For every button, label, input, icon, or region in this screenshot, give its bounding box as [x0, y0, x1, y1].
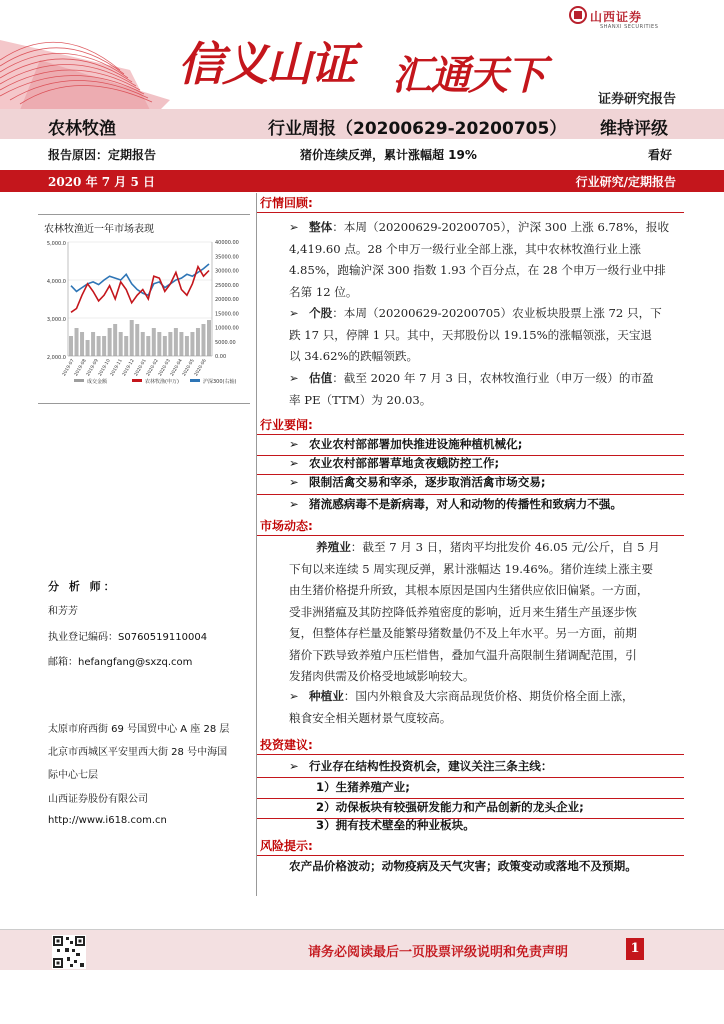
investment-main: ➢ 行业存在结构性投资机会，建议关注三条主线：: [289, 756, 684, 777]
analyst-email[interactable]: 邮箱：hefangfang@sxzq.com: [48, 657, 193, 668]
chart-volume-bar: [75, 328, 79, 356]
bullet-arrow-icon: ➢: [289, 475, 299, 489]
dynamics-planting: ➢ 种植业：国内外粮食及大宗商品现货价格、期货价格全面上涨， 粮食安全相关题材景气度较高。: [289, 686, 677, 729]
chart-right-tick-label: 20000.00: [215, 297, 239, 303]
chart-legend-swatch: [74, 379, 84, 382]
bullet-arrow-icon: ➢: [289, 306, 299, 320]
risk-text: 农产品价格波动；动物疫病及天气灾害；政策变动或落地不及预期。: [289, 859, 637, 873]
address-taiyuan: 太原市府西街 69 号国贸中心 A 座 28 层: [48, 724, 230, 735]
chart-volume-bar: [152, 328, 156, 356]
chart-x-tick-label: 2020-02: [145, 358, 160, 378]
chart-x-tick-label: 2019-08: [73, 358, 88, 378]
column-divider: [256, 193, 257, 896]
chart-left-tick-label: 3,000.0: [46, 317, 66, 323]
bullet-arrow-icon: ➢: [289, 371, 299, 385]
chart-x-tick-label: 2019-11: [109, 358, 124, 378]
chart-right-tick-label: 35000.00: [215, 254, 239, 261]
separator-line: [257, 212, 684, 213]
chart-volume-bar: [113, 324, 117, 356]
chart-volume-bar: [86, 340, 90, 356]
chart-left-tick-label: 2,000.0: [46, 355, 66, 361]
chart-volume-bar: [97, 336, 101, 356]
chart-right-tick-label: 15000.00: [215, 311, 239, 318]
outlook: 看好: [648, 148, 673, 162]
chart-volume-bar: [108, 328, 112, 356]
chart-volume-bar: [135, 324, 139, 356]
qr-code-icon: [52, 935, 86, 969]
chart-volume-bar: [91, 332, 95, 356]
disclaimer-text[interactable]: 请务必阅读最后一页股票评级说明和免责声明: [308, 945, 569, 960]
news-item: ➢ 农业农村部部署草地贪夜蛾防控工作;: [289, 453, 684, 474]
address-beijing-2: 际中心七层: [48, 770, 98, 781]
report-subtitle: 猪价连续反弹，累计涨幅超 19%: [300, 148, 477, 162]
chart-x-tick-label: 2020-05: [181, 358, 196, 378]
chart-x-tick-label: 2020-06: [193, 358, 208, 378]
chart-x-tick-label: 2019-12: [121, 358, 136, 378]
report-type: 证券研究报告: [597, 92, 676, 107]
chart-volume-bar: [163, 336, 167, 356]
chart-right-tick-label: 10000.00: [215, 325, 239, 332]
analyst-name: 和芳芳: [48, 606, 78, 617]
chart-volume-bar: [102, 336, 106, 356]
bullet-arrow-icon: ➢: [289, 220, 299, 234]
report-reason: 报告原因：定期报告: [48, 148, 157, 162]
chart-legend-swatch: [132, 379, 142, 382]
report-category: 行业研究/定期报告: [575, 175, 676, 189]
chart-volume-bar: [190, 332, 194, 356]
investment-line: 2）动保板块有较强研发能力和产品创新的龙头企业;: [316, 800, 584, 814]
report-date: 2020 年 7 月 5 日: [48, 175, 155, 189]
chart-right-tick-label: 40000.00: [215, 240, 239, 246]
chart-volume-bar: [157, 332, 161, 356]
rating: 维持评级: [600, 119, 668, 139]
logo-icon: [570, 7, 586, 23]
chart-legend-label: 成交金额: [87, 379, 108, 385]
slogan-part1: 信义山证: [178, 37, 354, 91]
chart-right-tick-label: 25000.00: [215, 282, 239, 289]
brand-name: 山西证券: [590, 10, 643, 24]
chart-x-tick-label: 2020-03: [157, 358, 172, 378]
bullet-arrow-icon: ➢: [289, 437, 299, 451]
chart-left-tick-label: 4,000.0: [46, 279, 66, 285]
company-name: 山西证券股份有限公司: [48, 794, 148, 805]
chart-volume-bar: [119, 332, 123, 356]
chart-volume-bar: [201, 324, 205, 356]
chart-volume-bar: [124, 336, 128, 356]
chart-title: 农林牧渔近一年市场表现: [44, 224, 154, 235]
analyst-license: 执业登记编码：S0760519110004: [48, 632, 208, 643]
sector-name: 农林牧渔: [48, 119, 116, 139]
news-item: ➢ 限制活禽交易和宰杀，逐步取消活禽市场交易;: [289, 472, 684, 493]
chart-right-tick-label: 30000.00: [215, 268, 239, 275]
chart-x-tick-label: 2019-07: [61, 358, 76, 378]
chart-volume-bar: [196, 328, 200, 356]
industry-news-heading: 行业要闻:: [260, 418, 313, 432]
chart-right-tick-label: 0.00: [215, 354, 227, 360]
chart-volume-bar: [185, 336, 189, 356]
chart-volume-bar: [179, 332, 183, 356]
news-item: ➢ 农业农村部部署加快推进设施种植机械化;: [289, 434, 684, 455]
page-number: 1: [626, 938, 644, 960]
market-dynamics-heading: 市场动态:: [260, 519, 313, 533]
chart-legend-swatch: [190, 379, 200, 382]
risk-heading: 风险提示:: [260, 839, 313, 853]
bullet-arrow-icon: ➢: [289, 689, 299, 703]
bullet-arrow-icon: ➢: [289, 759, 299, 773]
chart-legend-label: 沪深300(右轴): [203, 379, 237, 385]
chart-right-tick-label: 5000.00: [215, 339, 236, 346]
investment-heading: 投资建议:: [260, 738, 313, 752]
chart-volume-bar: [141, 332, 145, 356]
investment-line: 1）生猪养殖产业;: [316, 780, 410, 794]
review-item-valuation: ➢ 估值：截至 2020 年 7 月 3 日，农林牧渔行业（申万一级）的市盈 率 PE（TTM）为 20.03。: [289, 368, 677, 411]
chart-series-line: [71, 267, 209, 313]
bullet-arrow-icon: ➢: [289, 497, 299, 511]
chart-x-tick-label: 2020-04: [169, 358, 184, 378]
dynamics-breeding: 养殖业：截至 7 月 3 日，猪肉平均批发价 46.05 元/公斤，自 5 月 下旬以来连续 5 周实现反弹，累计涨幅达 19.46%。猪价连续上涨主要 由生猪价格提升所致，其根本原因是国内生猪供应依旧偏紧。一方面， 受非洲猪瘟及其防控降低养殖密度的影响，近月来生猪生产虽逐步恢 复，但整体存栏量及能繁母猪数量仍不及上年水平。另一方面，前期 猪价下跌导致养殖户压栏惜售，叠加气温升高限制生猪调配范围，引 发猪肉供需及价格受地域影响较大。: [289, 540, 660, 683]
weekly-title: 行业周报（20200629-20200705）: [268, 119, 567, 139]
chart-volume-bar: [80, 332, 84, 356]
chart-x-tick-label: 2020-01: [133, 358, 148, 378]
chart-volume-bar: [174, 328, 178, 356]
chart-volume-bar: [207, 320, 211, 356]
chart-volume-bar: [146, 336, 150, 356]
address-beijing-1: 北京市西城区平安里西大街 28 号中海国: [48, 747, 228, 758]
market-review-heading: 行情回顾:: [260, 196, 313, 210]
chart-x-tick-label: 2019-09: [85, 358, 100, 378]
separator-line: [257, 535, 684, 536]
chart-volume-bar: [130, 320, 134, 356]
chart-x-tick-label: 2019-10: [97, 358, 112, 378]
review-item-stocks: ➢ 个股：本周（20200629-20200705）农业板块股票上涨 72 只，下 跌 17 只，停牌 1 只。其中，天邦股份以 19.15%的涨幅领涨，天宝退 以 34.62%的跌幅领跌。: [289, 303, 677, 368]
chart-legend-label: 农林牧渔(申万): [145, 379, 179, 385]
bullet-arrow-icon: ➢: [289, 456, 299, 470]
review-item-overall: ➢ 整体：本周（20200629-20200705），沪深 300 上涨 6.78%，报收 4,419.60 点。28 个申万一级行业全部上涨，其中农林牧渔行业上涨 4.85%，跑输沪深 300 指数 1.93 个百分点，在 28 个申万一级行业中排 名第 12 位。: [289, 217, 677, 303]
analyst-label: 分 析 师：: [48, 580, 118, 593]
brand-name-en: SHANXI SECURITIES: [600, 24, 659, 30]
chart-volume-bar: [168, 332, 172, 356]
chart-volume-bar: [69, 336, 73, 356]
investment-line: 3）拥有技术壁垒的种业板块。: [316, 818, 475, 832]
separator-line: [257, 754, 684, 755]
company-website[interactable]: http://www.i618.com.cn: [48, 815, 167, 826]
slogan-part2: 汇通天下: [392, 52, 544, 99]
news-item: ➢ 猪流感病毒不是新病毒，对人和动物的传播性和致病力不强。: [289, 494, 684, 515]
market-chart: [40, 236, 250, 402]
chart-left-tick-label: 5,000.0: [46, 241, 66, 247]
